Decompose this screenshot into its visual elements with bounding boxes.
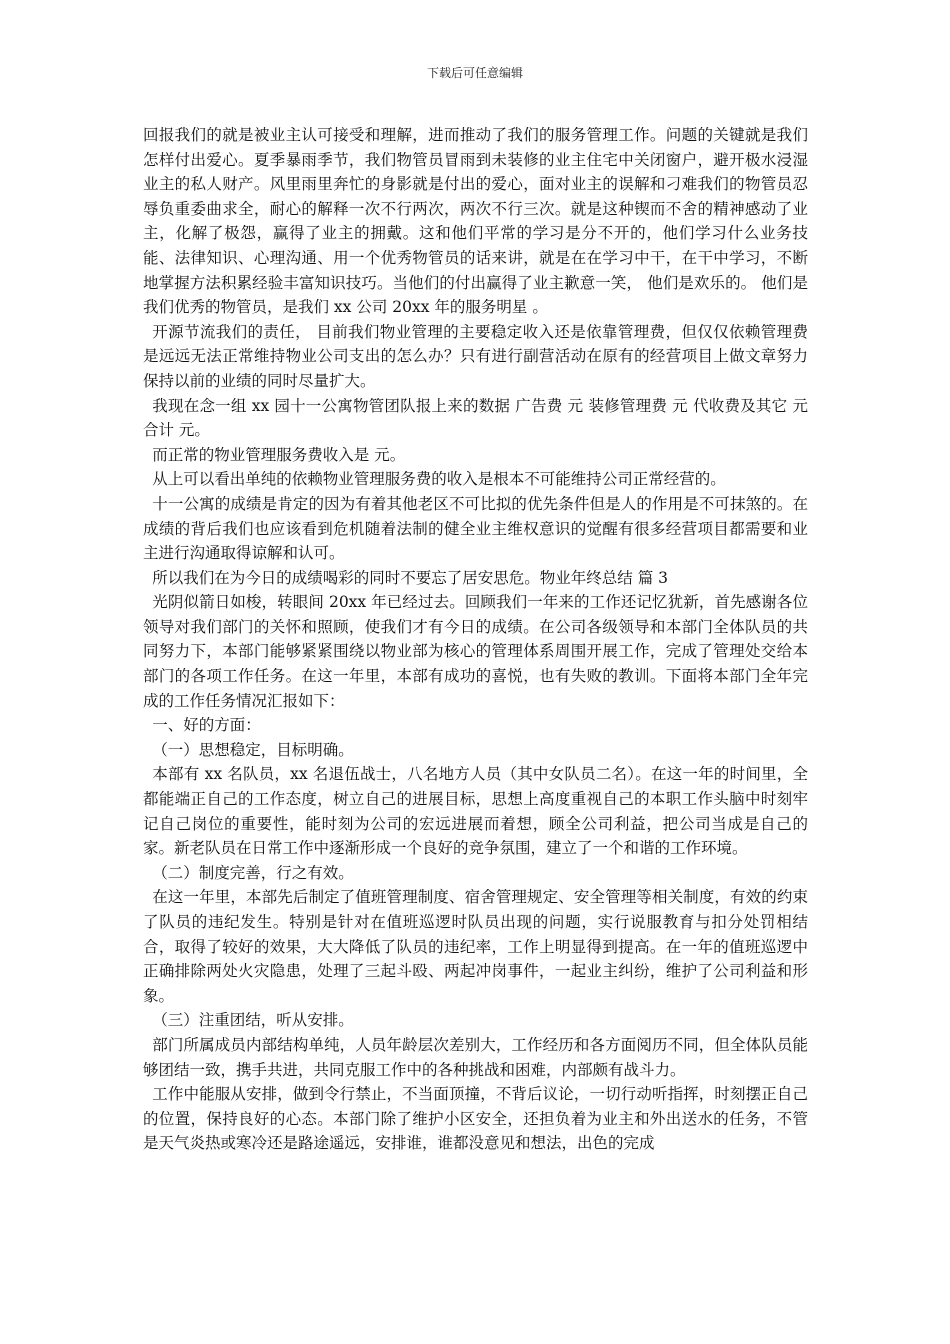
paragraph: 工作中能服从安排，做到令行禁止，不当面顶撞，不背后议论，一切行动听指挥，时刻摆正自己的位置，保持良好的心态。本部门除了维护小区安全，还担负着为业主和外出送水的任务，不管是天气炎热或寒冷还是路途遥远，安排谁，谁都没意见和想法，出色的完成 bbox=[143, 1085, 808, 1153]
paragraph: 从上可以看出单纯的依赖物业管理服务费的收入是根本不可能维持公司正常经营的。 bbox=[152, 470, 726, 489]
page-header: 下载后可任意编辑 bbox=[426, 66, 523, 80]
document-body bbox=[143, 123, 808, 1156]
paragraph: 开源节流我们的责任， 目前我们物业管理的主要稳定收入还是依靠管理费，但仅仅依赖管理费是远远无法正常维持物业公司支出的怎么办？只有进行副营活动在原有的经营项目上做文章努力保持以前的业绩的同时尽量扩大。 bbox=[143, 322, 808, 390]
paragraph: 本部有 xx 名队员，xx 名退伍战士，八名地方人员（其中女队员二名）。在这一年的时间里，全都能端正自己的工作态度，树立自己的进展目标，思想上高度重视自己的本职工作头脑中时刻牢记自己岗位的重要性，能时刻为公司的宏远进展而着想，顾全公司利益，把公司当成是自己的家。新老队员在日常工作中逐渐形成一个良好的竞争氛围，建立了一个和谐的工作环境。 bbox=[143, 765, 808, 858]
paragraph: 我现在念一组 xx 园十一公寓物管团队报上来的数据 广告费 元 装修管理费 元 代收费及其它 元 合计 元。 bbox=[143, 396, 808, 440]
section-heading: 一、好的方面： bbox=[152, 716, 261, 735]
paragraph: 部门所属成员内部结构单纯，人员年龄层次差别大，工作经历和各方面阅历不同，但全体队员能够团结一致，携手共进，共同克服工作中的各种挑战和困难，内部颇有战斗力。 bbox=[143, 1035, 808, 1079]
subsection-heading: （一）思想稳定，目标明确。 bbox=[152, 740, 354, 759]
paragraph: 所以我们在为今日的成绩喝彩的同时不要忘了居安思危。物业年终总结 篇 3 bbox=[152, 568, 669, 587]
subsection-heading: （二）制度完善，行之有效。 bbox=[152, 863, 354, 882]
paragraph: 在这一年里，本部先后制定了值班管理制度、宿舍管理规定、安全管理等相关制度，有效的约束了队员的违纪发生。特别是针对在值班巡逻时队员出现的问题，实行说服教育与扣分处罚相结合，取得了较好的效果，大大降低了队员的违纪率，工作上明显得到提高。在一年的值班巡逻中正确排除两处火灾隐患，处理了三起斗殴、两起冲岗事件，一起业主纠纷，维护了公司利益和形象。 bbox=[143, 888, 808, 1005]
paragraph: 回报我们的就是被业主认可接受和理解，进而推动了我们的服务管理工作。问题的关键就是我们怎样付出爱心。夏季暴雨季节，我们物管员冒雨到未装修的业主住宅中关闭窗户，避开极水浸湿业主的私人财产。风里雨里奔忙的身影就是付出的爱心，面对业主的误解和刁难我们的物管员忍辱负重委曲求全，耐心的解释一次不行两次，两次不行三次。就是这种锲而不舍的精神感动了业主，化解了极怨，赢得了业主的拥戴。这和他们平常的学习是分不开的，他们学习什么业务技能、法律知识、心理沟通、用一个优秀物管员的话来讲，就是在在学习中干，在干中学习，不断地掌握方法积累经验丰富知识技巧。当他们的付出赢得了业主歉意一笑， 他们是欢乐的。 他们是我们优秀的物管员，是我们 xx 公司 20xx 年的服务明星 。 bbox=[143, 126, 808, 317]
paragraph: 十一公寓的成绩是肯定的因为有着其他老区不可比拟的优先条件但是人的作用是不可抹煞的。在成绩的背后我们也应该看到危机随着法制的健全业主维权意识的觉醒有很多经营项目都需要和业主进行沟通取得谅解和认可。 bbox=[143, 494, 808, 563]
paragraph: 而正常的物业管理服务费收入是 元。 bbox=[152, 445, 406, 464]
subsection-heading: （三）注重团结，听从安排。 bbox=[152, 1011, 354, 1030]
paragraph: 光阴似箭日如梭，转眼间 20xx 年已经过去。回顾我们一年来的工作还记忆犹新，首先感谢各位领导对我们部门的关怀和照顾，使我们才有今日的成绩。在公司各级领导和本部门全体队员的共同努力下，本部门能够紧紧围绕以物业部为核心的管理体系周围开展工作，完成了管理处交给本部门的各项工作任务。在这一年里，本部有成功的喜悦，也有失败的教训。下面将本部门全年完成的工作任务情况汇报如下： bbox=[143, 593, 808, 710]
